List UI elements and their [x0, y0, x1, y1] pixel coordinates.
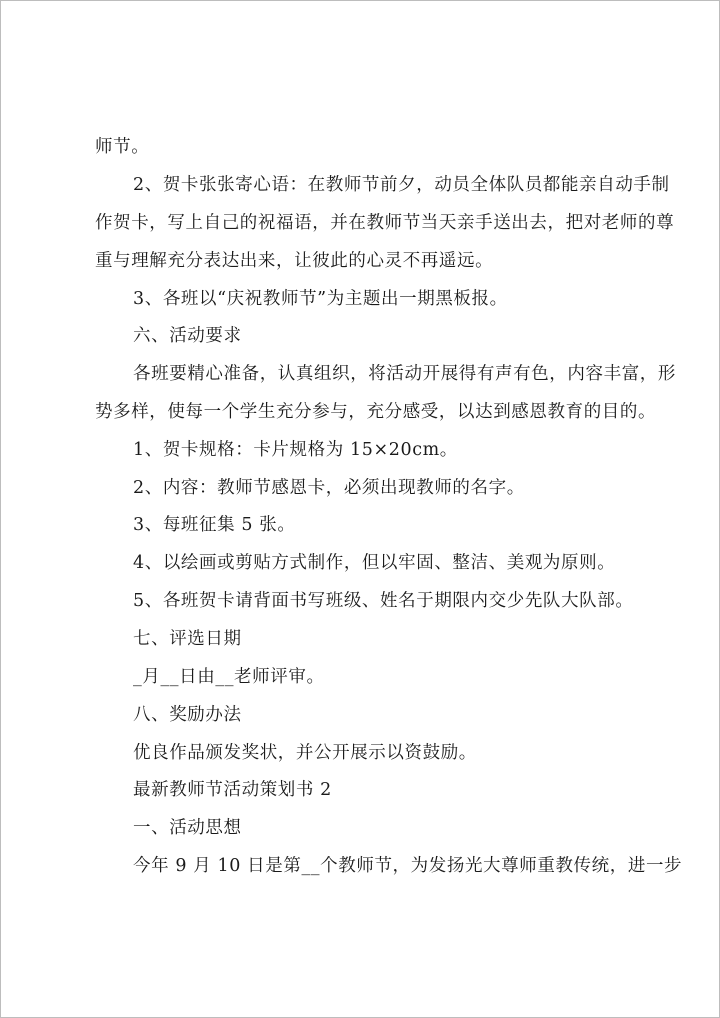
document-title: 最新教师节活动策划书 2	[133, 780, 332, 800]
list-item: 3、每班征集 5 张。	[133, 515, 296, 535]
paragraph-line: 势多样，使每一个学生充分参与，充分感受，以达到感恩教育的目的。	[95, 402, 657, 422]
section-heading: 六、活动要求	[133, 326, 242, 346]
list-item: 2、内容：教师节感恩卡，必须出现教师的名字。	[133, 478, 525, 498]
section-heading: 一、活动思想	[133, 818, 242, 838]
list-item: 4、以绘画或剪贴方式制作，但以牢固、整洁、美观为原则。	[133, 553, 616, 573]
list-item: 1、贺卡规格：卡片规格为 15×20cm。	[133, 440, 458, 460]
section-heading: 八、奖励办法	[133, 705, 242, 725]
paragraph-line: 各班要精心准备，认真组织，将活动开展得有声有色，内容丰富，形	[133, 364, 676, 384]
paragraph-line: 2、贺卡张张寄心语：在教师节前夕，动员全体队员都能亲自动手制	[133, 175, 670, 195]
list-item: 5、各班贺卡请背面书写班级、姓名于期限内交少先队大队部。	[133, 591, 634, 611]
paragraph-line: 3、各班以“庆祝教师节”为主题出一期黑板报。	[133, 289, 508, 309]
paragraph-line: 重与理解充分表达出来，让彼此的心灵不再遥远。	[95, 251, 494, 271]
paragraph-line: 作贺卡，写上自己的祝福语，并在教师节当天亲手送出去，把对老师的尊	[95, 213, 675, 233]
section-heading: 七、评选日期	[133, 629, 242, 649]
paragraph-line: 今年 9 月 10 日是第__个教师节，为发扬光大尊师重教传统，进一步	[133, 856, 683, 876]
paragraph-line: 师节。	[95, 137, 150, 157]
paragraph-line: _月__日由__老师评审。	[133, 667, 325, 687]
paragraph-line: 优良作品颁发奖状，并公开展示以资鼓励。	[133, 743, 477, 763]
